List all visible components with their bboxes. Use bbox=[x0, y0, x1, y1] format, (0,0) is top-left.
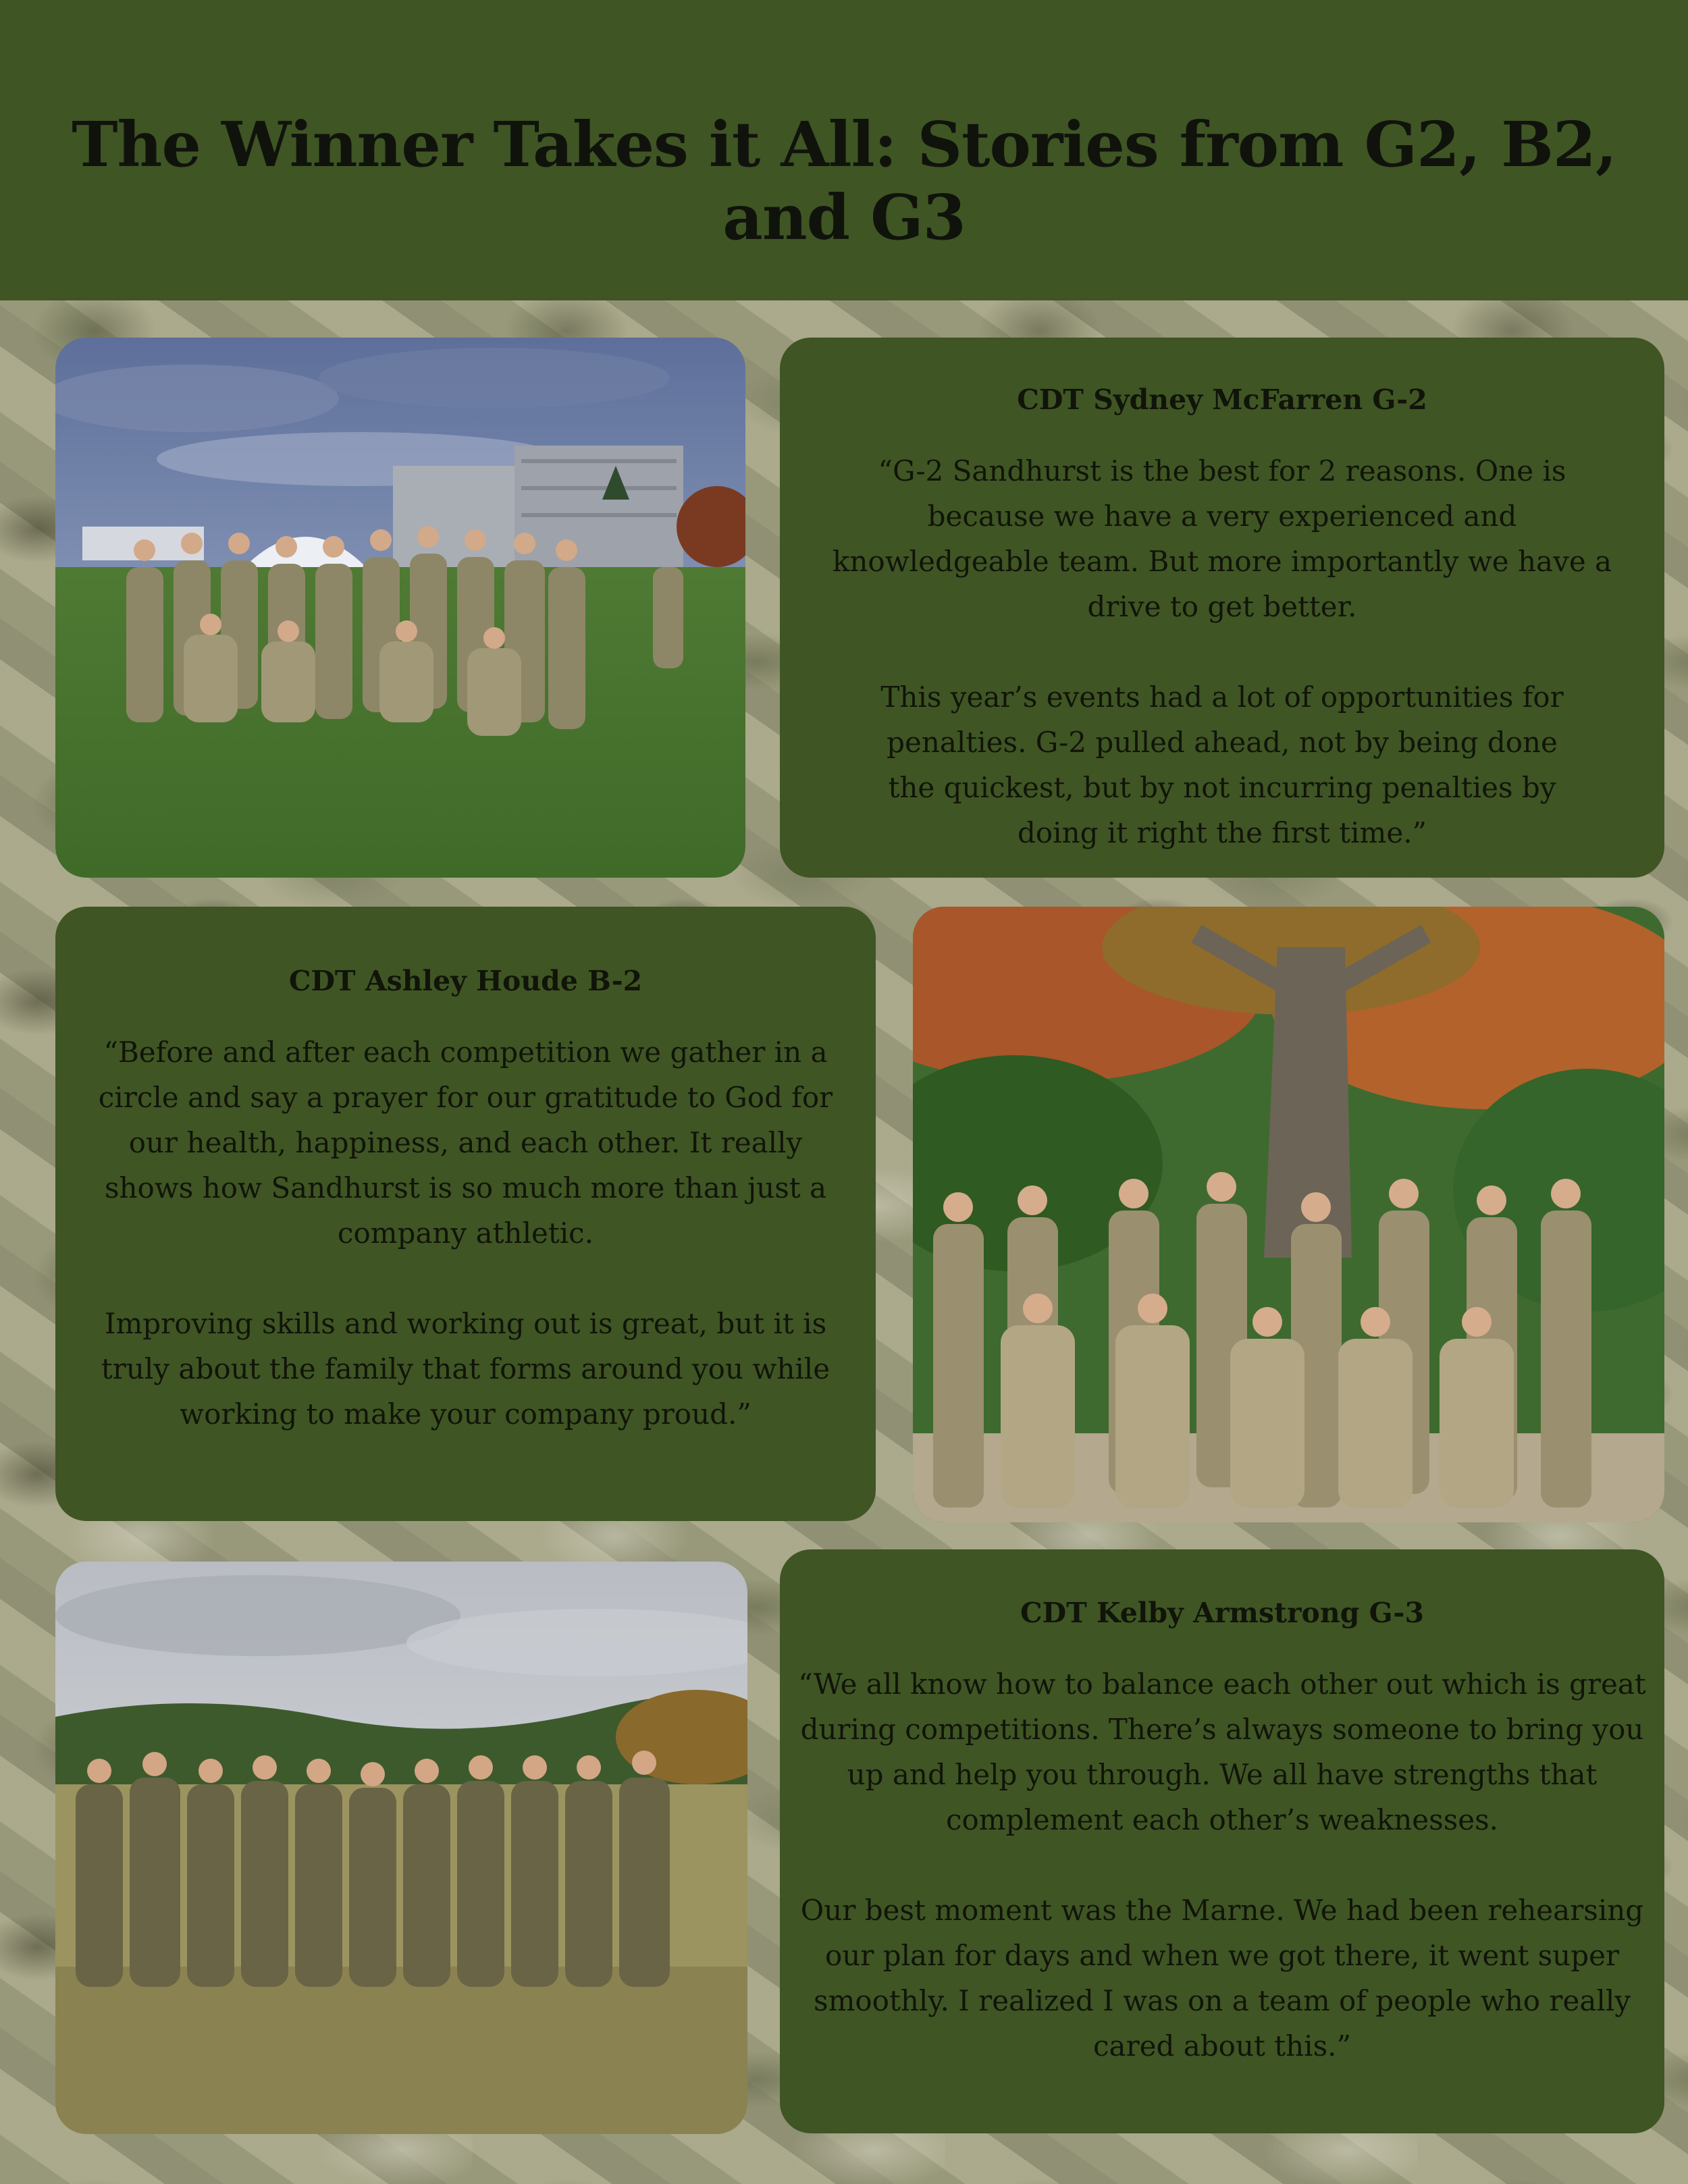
story-name: CDT Sydney McFarren G-2 bbox=[1017, 383, 1427, 416]
team-photo-b2 bbox=[913, 907, 1664, 1522]
story-quote: Improving skills and working out is great, but it is truly about the family that forms around you while working to make your company proud.” bbox=[101, 1307, 830, 1431]
team-photo-g3 bbox=[55, 1562, 747, 2134]
story-card-armstrong bbox=[780, 1549, 1664, 2133]
story-card-mcfarren bbox=[780, 338, 1664, 878]
page-title: The Winner Takes it All: Stories from G2, B2, and G3 bbox=[72, 108, 1616, 254]
header-banner bbox=[0, 0, 1688, 300]
story-quote: Our best moment was the Marne. We had been rehearsing our plan for days and when we got there, it went super smoothly. I realized I was on a team of people who really cared about this.” bbox=[800, 1894, 1644, 2062]
story-quote: “Before and after each competition we gather in a circle and say a prayer for our gratitude to God for our health, happiness, and each other. It really shows how Sandhurst is so much more than just a company athletic. bbox=[98, 1036, 833, 1250]
team-photo-g2 bbox=[55, 338, 745, 878]
story-quote: “We all know how to balance each other out which is great during competitions. There’s always someone to bring you up and help you through. We all have strengths that complement each other’s weaknesses. bbox=[798, 1668, 1646, 1836]
story-name: CDT Ashley Houde B-2 bbox=[288, 965, 643, 997]
story-card-houde bbox=[55, 907, 876, 1521]
story-quote: This year’s events had a lot of opportunities for penalties. G-2 pulled ahead, not by being done the quickest, but by not incurring penalties by doing it right the first time.” bbox=[880, 681, 1564, 849]
story-quote: “G-2 Sandhurst is the best for 2 reasons. One is because we have a very experienced and knowledgeable team. But more importantly we have a drive to get better. bbox=[832, 454, 1612, 623]
story-name: CDT Kelby Armstrong G-3 bbox=[1020, 1597, 1424, 1629]
